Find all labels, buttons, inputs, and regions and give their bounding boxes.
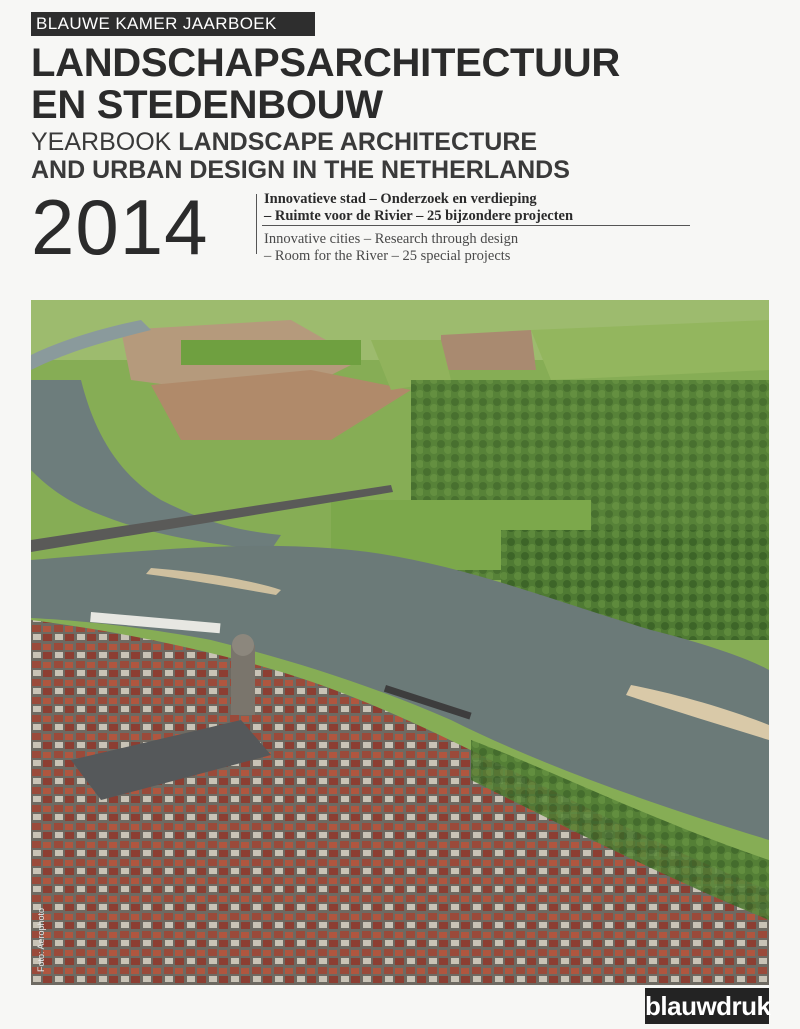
publisher-logo: blauwdruk xyxy=(645,988,769,1024)
subtitle-line-1 xyxy=(31,128,537,156)
horizontal-divider xyxy=(262,225,690,226)
subtitle-bold-1: LANDSCAPE ARCHITECTURE xyxy=(178,128,538,156)
year: 2014 xyxy=(31,183,209,271)
photo-credit: Foto: Aerophoto xyxy=(36,907,46,972)
subtitle-bold-2: AND URBAN DESIGN IN THE NETHERLANDS xyxy=(31,156,570,184)
publication-band: BLAUWE KAMER JAARBOEK xyxy=(31,12,315,36)
vertical-divider xyxy=(256,194,257,254)
aerial-photo xyxy=(31,300,769,985)
title-line-1: LANDSCHAPSARCHITECTUUR xyxy=(31,41,620,85)
subtitle-light: YEARBOOK xyxy=(31,128,179,156)
title-line-2: EN STEDENBOUW xyxy=(31,83,383,127)
themes-en-line-2: – Room for the River – 25 special projects xyxy=(264,248,511,264)
themes-en-line-1: Innovative cities – Research through design xyxy=(264,231,519,247)
subtitle-line-2 xyxy=(31,156,570,184)
themes-nl-line-2: – Ruimte voor de Rivier – 25 bijzondere projecten xyxy=(264,208,574,224)
themes-nl-line-1: Innovatieve stad – Onderzoek en verdieping xyxy=(264,191,537,207)
